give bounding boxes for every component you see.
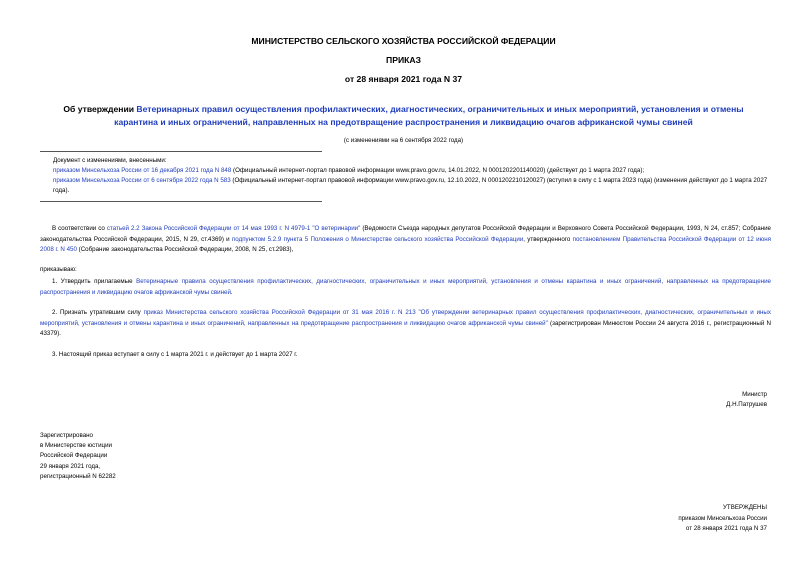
registration-line-4: 29 января 2021 года, <box>40 462 101 470</box>
signature-position: Министр <box>742 391 767 398</box>
registration-line-5: регистрационный N 62282 <box>40 472 116 480</box>
basis-text-1: В соответствии со <box>52 225 107 232</box>
rules-link[interactable]: Ветеринарные правила осуществления профилактических, диагностических, ограничительных и иных мероприятий, установления и отмены карантина и иных ограничений, направленных на предотвращение распространения и ликвидацию очагов африканской чумы свиней <box>40 278 771 296</box>
divider-top <box>40 151 322 152</box>
amendment-1-text: (Официальный интернет-портал правовой информации www.pravo.gov.ru, 14.01.2022, N 0001202201140020) (действует до 1 марта 2027 года); <box>231 167 645 174</box>
ministry-name: МИНИСТЕРСТВО СЕЛЬСКОГО ХОЗЯЙСТВА РОССИЙСКОЙ ФЕДЕРАЦИИ <box>251 36 556 46</box>
ministry-regulation-link[interactable]: подпунктом 5.2.9 пункта 5 Положения о Министерстве сельского хозяйства Российской Федерации <box>231 235 524 243</box>
approval-line-1: УТВЕРЖДЕНЫ <box>723 504 767 511</box>
basis-text-4: (Собрание законодательства Российской Федерации, 2008, N 25, ст.2983), <box>76 246 294 253</box>
law-veterinary-link[interactable]: статьей 2.2 Закона Российской Федерации от 14 мая 1993 г. N 4979-1 "О ветеринарии" <box>106 225 361 232</box>
edits-note: (с изменениями на 6 сентября 2022 года) <box>343 137 464 144</box>
amendments-block <box>53 156 775 196</box>
amendment-1-link[interactable]: приказом Минсельхоза России от 16 декабря 2021 года N 848 <box>53 167 232 174</box>
basis-text-2: (Ведомости Съезда народных депутатов Российской Федерации и Верховного Совета Российской Федерации, 1993, N 24, ст.857; Собрание законодательства Российской Федерации, 2015, N 29, ст.4369) и <box>40 225 771 243</box>
document-title <box>46 103 761 128</box>
p2-text-2: (зарегистрирован Минюстом России 24 августа 2016 г., регистрационный N 43379). <box>40 319 771 337</box>
amendments-intro: Документ с изменениями, внесенными: <box>53 157 167 164</box>
p2-text-1: 2. Признать утратившим силу <box>52 309 144 316</box>
repealed-order-link[interactable]: приказ Министерства сельского хозяйства Российской Федерации от 31 мая 2016 г. N 213 "Об утверждении ветеринарных правил осуществления профилактических, диагностических, ограничительных и иных мероприятий, установления и отмены карантина и иных ограничений, направленных на предотвращение распространения и ликвидацию очагов африканской чумы свиней" <box>40 309 771 327</box>
registration-line-1: Зарегистрировано <box>40 432 93 439</box>
amendment-2-text: (Официальный интернет-портал правовой информации www.pravo.gov.ru, 12.10.2022, N 0001202210120027) (вступил в силу с 1 марта 2023 года) (изменения действуют до 1 марта 2027 года). <box>53 177 768 194</box>
basis-paragraph <box>40 224 771 256</box>
amendment-2-link[interactable]: приказом Минсельхоза России от 6 сентября 2022 года N 583 <box>53 177 231 184</box>
government-decree-link[interactable]: постановлением Правительства Российской Федерации от 12 июня 2008 г. N 450 <box>40 235 772 253</box>
approval-block <box>517 503 767 535</box>
amendment-item-1 <box>53 166 775 176</box>
amendment-item-2 <box>53 176 775 196</box>
registration-line-3: Российской Федерации <box>40 452 108 460</box>
title-prefix: Об утверждении <box>63 104 137 114</box>
paragraph-1 <box>40 277 771 298</box>
document-date: от 28 января 2021 года N 37 <box>344 74 463 84</box>
document-type: ПРИКАЗ <box>386 55 421 65</box>
divider-bottom <box>40 201 322 202</box>
approval-line-3: от 28 января 2021 года N 37 <box>685 525 767 532</box>
paragraph-3: 3. Настоящий приказ вступает в силу с 1 марта 2021 г. и действует до 1 марта 2027 г. <box>52 351 298 358</box>
registration-block <box>40 431 290 482</box>
approval-line-2: приказом Минсельхоза России <box>678 514 767 522</box>
paragraph-2 <box>40 308 771 340</box>
signature-name: Д.Н.Патрушев <box>726 401 767 408</box>
signature-block <box>567 390 767 410</box>
p1-text-2: . <box>230 288 233 296</box>
registration-line-2: в Министерстве юстиции <box>40 442 113 450</box>
p1-text-1: 1. Утвердить прилагаемые <box>52 278 137 285</box>
orders-line: приказываю: <box>40 266 77 273</box>
basis-text-3: , утвержденного <box>523 235 573 243</box>
title-rules-link[interactable]: Ветеринарных правил осуществления профилактических, диагностических, ограничительных и иных мероприятий, установления и отмены карантина и иных ограничений, направленных на предотвращение распространения и ликвидацию очагов африканской чумы свиней <box>114 104 744 127</box>
